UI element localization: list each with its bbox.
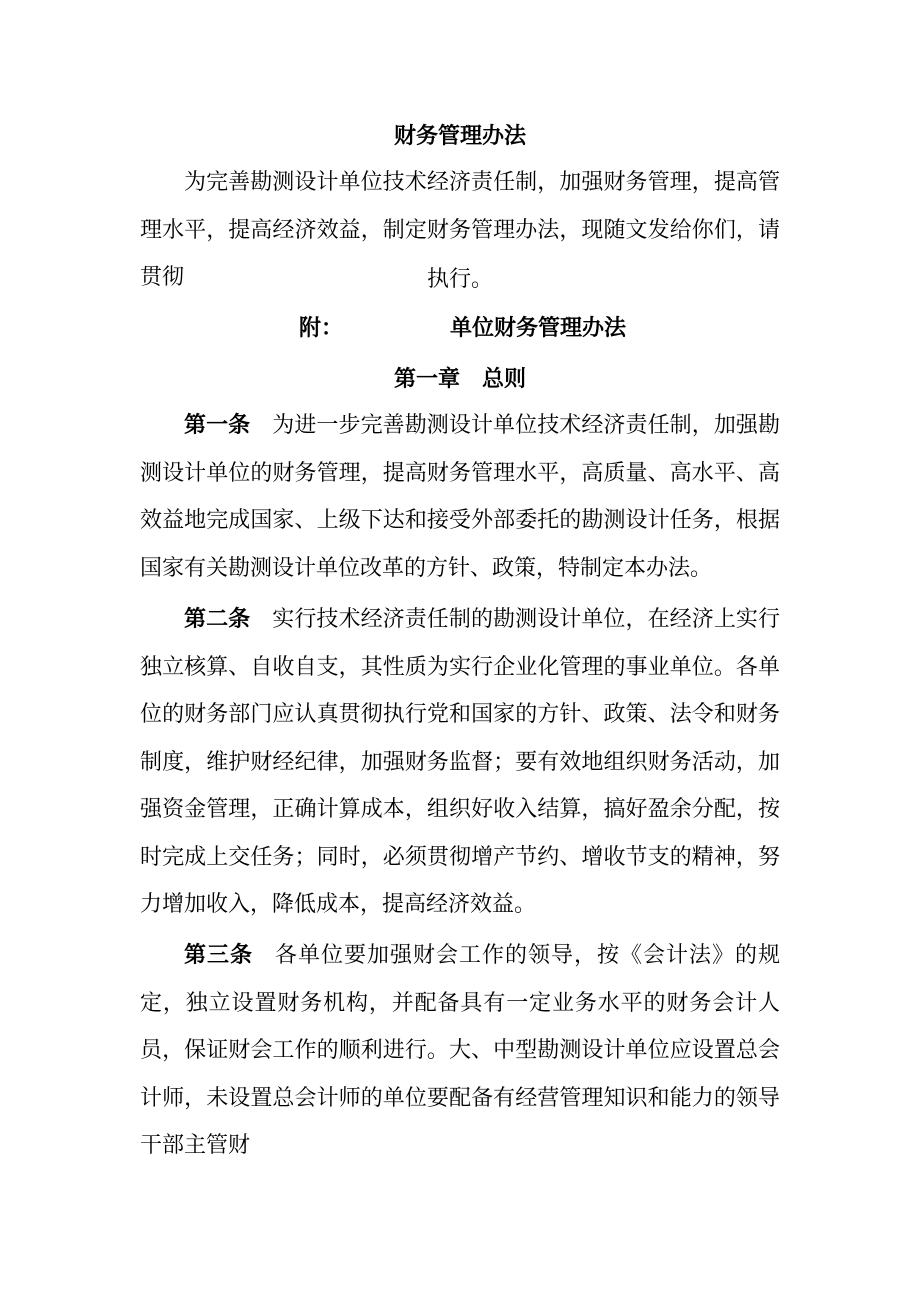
intro-paragraph-ending: 执行。 bbox=[426, 267, 493, 292]
article-1-text: 为进一步完善勘测设计单位技术经济责任制，加强勘测设计单位的财务管理，提高财务管理水平，高质量、高水平、高效益地完成国家、上级下达和接受外部委托的勘测设计任务，根据国家有关勘测设计单位改革的方针、政策，特制定本办法。 bbox=[140, 413, 780, 581]
article-2 bbox=[140, 596, 780, 929]
intro-paragraph: 为完善勘测设计单位技术经济责任制，加强财务管理，提高管理水平，提高经济效益，制定财务管理办法，现随文发给你们，请贯彻 bbox=[140, 170, 780, 290]
attachment-line bbox=[299, 313, 799, 343]
article-3-text: 各单位要加强财会工作的领导，按《会计法》的规定，独立设置财务机构，并配备具有一定业务水平的财务会计人员，保证财会工作的顺利进行。大、中型勘测设计单位应设置总会计师，未设置总会计师的单位要配备有经营管理知识和能力的领导干部主管财 bbox=[140, 943, 780, 1158]
article-3-label: 第三条 bbox=[184, 942, 253, 968]
article-3 bbox=[140, 932, 780, 1170]
document-title: 财务管理办法 bbox=[393, 123, 526, 149]
attachment-label: 附： bbox=[299, 315, 344, 341]
attachment-title: 单位财务管理办法 bbox=[450, 315, 627, 341]
chapter-heading: 第一章 总则 bbox=[393, 366, 526, 392]
article-1-label: 第一条 bbox=[184, 412, 251, 438]
article-1 bbox=[140, 402, 780, 592]
article-2-label: 第二条 bbox=[184, 606, 251, 632]
article-2-text: 实行技术经济责任制的勘测设计单位，在经济上实行独立核算、自收自支，其性质为实行企业化管理的事业单位。各单位的财务部门应认真贯彻执行党和国家的方针、政策、法令和财务制度，维护财经纪律，加强财务监督；要有效地组织财务活动，加强资金管理，正确计算成本，组织好收入结算，搞好盈余分配，按时完成上交任务；同时，必须贯彻增产节约、增收节支的精神，努力增加收入，降低成本，提高经济效益。 bbox=[140, 607, 780, 917]
